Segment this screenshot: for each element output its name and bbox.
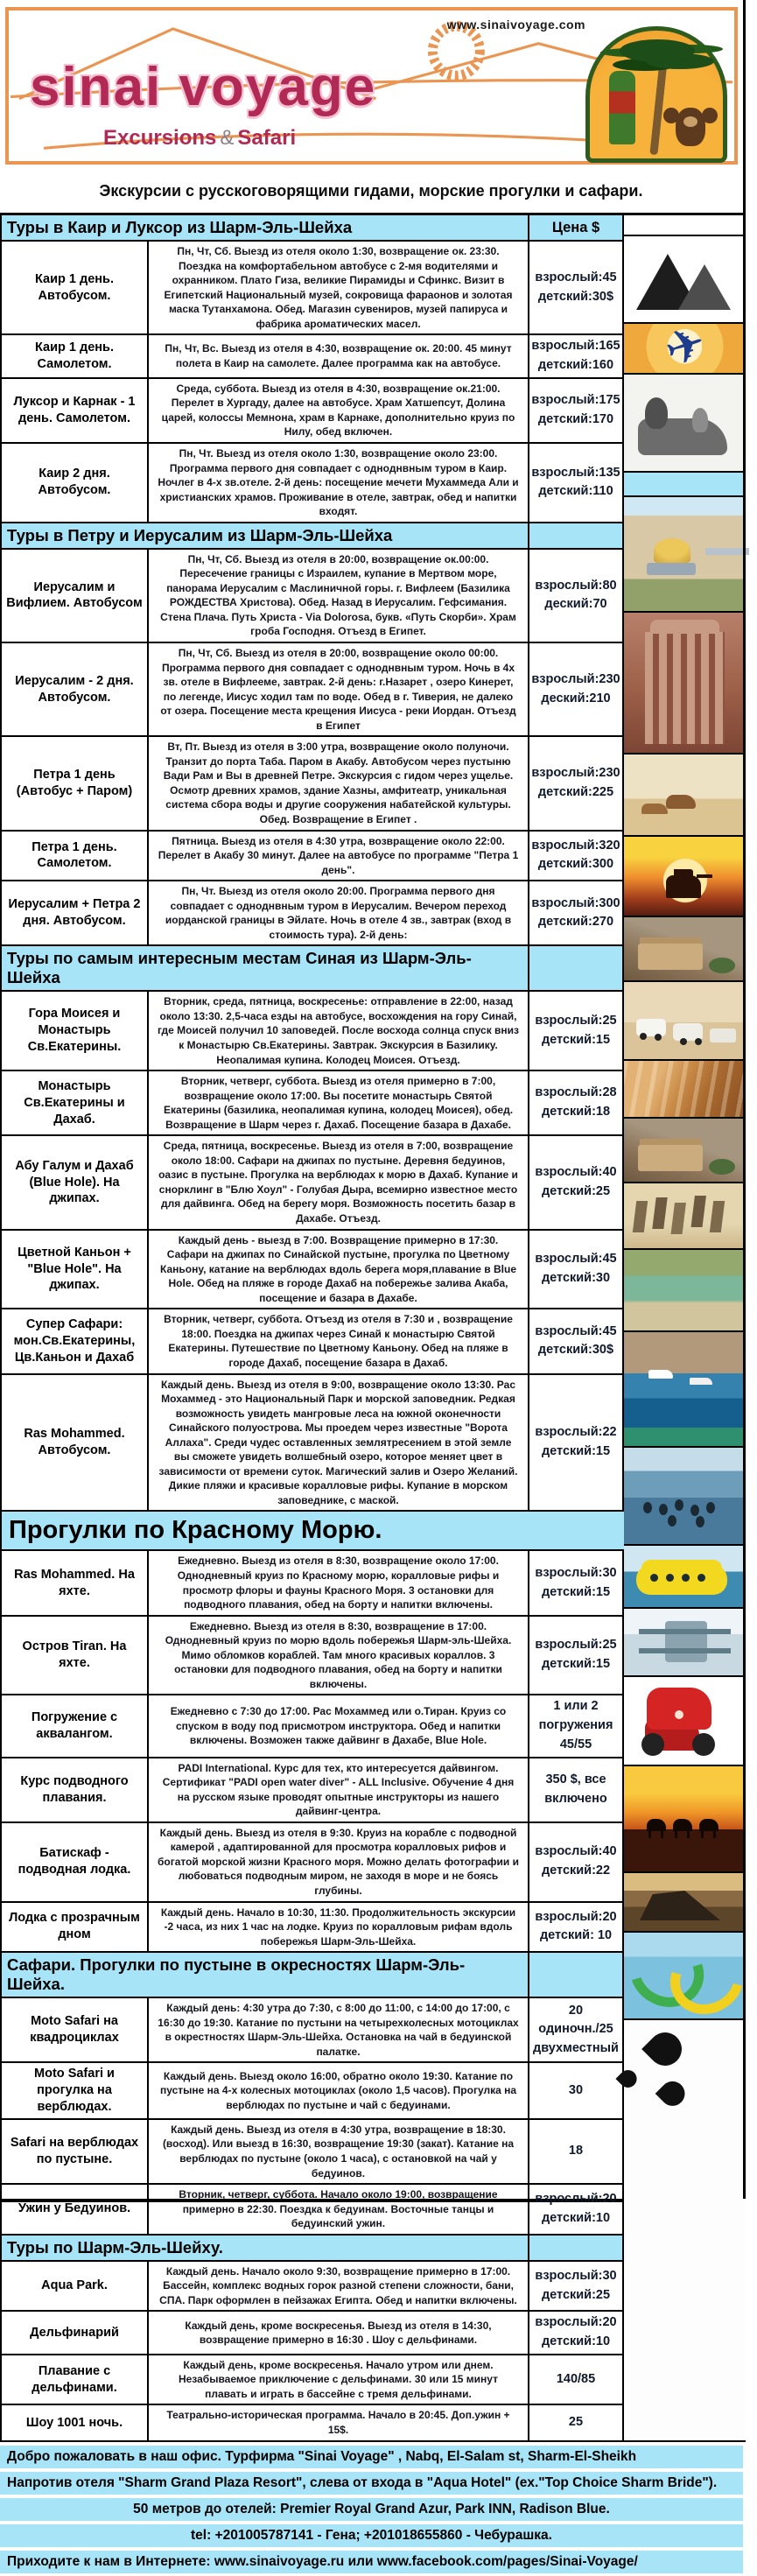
price-line: взрослый:320	[531, 838, 620, 853]
price-line: взрослый:28	[535, 1085, 617, 1100]
monastery-image	[624, 917, 746, 982]
logo-banner	[5, 7, 738, 165]
tours-table	[0, 213, 746, 2442]
tour-price-cell	[529, 2120, 624, 2185]
tour-name-cell: Погружение с аквалангом.	[2, 1695, 149, 1758]
tour-row	[2, 2405, 624, 2441]
santa-quad-bike-image	[624, 1677, 746, 1766]
price-line: 25	[568, 2415, 584, 2430]
tour-row	[2, 992, 624, 1071]
jeeps-desert-image	[624, 982, 746, 1061]
tour-price-cell	[529, 1071, 624, 1136]
tour-name-cell: Ras Mohammed. На яхте.	[2, 1551, 149, 1616]
tour-price-cell	[529, 1375, 624, 1513]
tour-row	[2, 1758, 624, 1823]
colored-canyon-image	[624, 1061, 746, 1119]
tour-name-cell: Ras Mohammed. Автобусом.	[2, 1375, 149, 1513]
price-line: взрослый:20	[535, 1909, 617, 1924]
tour-name-cell: Курс подводного плавания.	[2, 1758, 149, 1823]
price-line: взрослый:30	[535, 1565, 617, 1580]
tour-row	[2, 832, 624, 882]
petra-image	[624, 613, 746, 755]
section-header-row	[2, 2236, 624, 2262]
cheburashka-icon	[676, 108, 705, 146]
price-line: детский:300	[537, 857, 614, 872]
crocodile-gena-icon	[609, 71, 635, 144]
section-header-row	[2, 215, 624, 242]
tour-row	[2, 1375, 624, 1513]
jerusalem-image	[624, 497, 746, 613]
tour-row	[2, 335, 624, 379]
contact-footer	[0, 2442, 746, 2576]
price-line: 18	[568, 2144, 584, 2158]
tour-description-cell: Среда, пятница, воскресенье. Выезд из отеля в 7:00, возвращение около 18:00. Сафари на джипах по пустыне. Деревня бедуинов, оазис в пустыне. Прогулка на верблюдах к морю в Дахаб. Купание и снорклинг в "Блю Хоул" - Голубая Дыра, всемирно известное место для дайвинга. Обед на берегу моря. Возможность посетить базар в Дахабе. Отъезд.	[149, 1136, 529, 1230]
tour-name-cell: Дельфинарий	[2, 2312, 149, 2355]
tour-row	[2, 643, 624, 737]
tour-price-cell	[529, 832, 624, 882]
divers-group-image	[624, 1448, 746, 1546]
tour-price-cell	[529, 1758, 624, 1823]
tour-price-cell	[529, 1998, 624, 2063]
price-line: детский:18	[541, 1105, 611, 1120]
tour-row	[2, 737, 624, 831]
price-line: детский:15	[541, 1032, 611, 1047]
tour-description-cell: Пн, Чт, Сб. Выезд из отеля около 1:30, возвращение ок. 23:30. Поездка на комфортабельном автобусе с 2-мя водителями и охранником. Плато Гиза, великие Пирамиды и Сфинкс. Визит в Египетский Национальный музей, сокровища фараонов и золотая маска Тутанхамона. Обед. Магазин сувениров, музей папируса и фабрика ароматических масел.	[149, 242, 529, 335]
price-line: взрослый:45	[535, 1252, 617, 1267]
tour-name-cell: Абу Галум и Дахаб (Blue Hole). На джипах.	[2, 1136, 149, 1230]
tour-name-cell: Safari на верблюдах по пустыне.	[2, 2120, 149, 2185]
tour-row	[2, 550, 624, 643]
price-column-header: Цена $	[529, 215, 624, 242]
tour-name-cell: Остров Tiran. На яхте.	[2, 1617, 149, 1696]
tour-name-cell: Иерусалим + Петра 2 дня. Автобусом.	[2, 881, 149, 946]
sphinx-image	[624, 375, 746, 473]
dolphins-image	[624, 2020, 746, 2440]
price-line: детский:30$	[537, 289, 614, 304]
palm-tree-icon	[653, 36, 662, 150]
section-title: Прогулки по Красному Морю.	[2, 1512, 626, 1551]
tour-price-cell	[529, 1231, 624, 1310]
tour-description-cell: Каждый день: 4:30 утра до 7:30, с 8:00 до 11:00, с 14:00 до 17:00, с 16:30 до 19:30. Катание по пустыни на четырехколесных мотоциклах в окрестностях Шарм-Эль-Шейха. Остановка на чай в бедуинской палатке.	[149, 1998, 529, 2063]
tour-description-cell: Каждый день. Выезд из отеля в 9:30. Круиз на корабле с подводной камерой , адаптированной для просмотра коралловых рифов и богатой морской жизни Красного моря. Можно делать фотографии и любоваться подводным миром, не заходя в море и не боясь глубины.	[149, 1823, 529, 1903]
price-line: детский:15	[541, 1584, 611, 1599]
logo-subtitle-safari: Safari	[237, 126, 297, 150]
tour-name-cell: Луксор и Карнак - 1 день. Самолетом.	[2, 379, 149, 444]
tour-price-cell	[529, 881, 624, 946]
price-line: взрослый:40	[535, 1165, 617, 1180]
yellow-submarine-image	[624, 1546, 746, 1609]
aqua-park-slides-image	[624, 1933, 746, 2020]
yachts-bay-image	[624, 1332, 746, 1448]
tour-price-cell	[529, 379, 624, 444]
blank-section-image	[624, 473, 746, 497]
tour-name-cell: Каир 1 день. Самолетом.	[2, 335, 149, 379]
tour-price-cell	[529, 2185, 624, 2236]
tour-description-cell: Пятница. Выезд из отеля в 4:30 утра, возвращение около 22:00. Перелет в Акабу 30 минут. Далее на автобусе по программе "Петра 1 день".	[149, 832, 529, 882]
price-line: взрослый:22	[535, 1425, 617, 1440]
blank-top-image	[624, 215, 746, 236]
section-header-row	[2, 1512, 624, 1551]
price-line: взрослый:25	[535, 1013, 617, 1028]
logo-title: sinai voyage	[30, 57, 377, 117]
tour-name-cell: Aqua Park.	[2, 2262, 149, 2313]
price-line: 20 одиночн./25	[538, 2003, 613, 2037]
tour-description-cell: Театрально-историческая программа. Начало в 20:45. Доп.ужин + 15$.	[149, 2405, 529, 2441]
price-line: детский:170	[537, 411, 614, 426]
tour-price-cell	[529, 550, 624, 643]
price-line: включено	[544, 1791, 607, 1806]
price-line: детский:25	[541, 1183, 611, 1198]
tour-price-cell	[529, 2355, 624, 2406]
tour-row	[2, 881, 624, 946]
price-line: детский:110	[538, 484, 613, 499]
tour-price-cell	[529, 444, 624, 523]
tour-description-cell: Вторник, четверг, суббота. Отъезд из отеля в 7:30 и , возвращение 18:00. Поездка на джипах через Синай к монастырю Святой Екатерины. Путешествие по Цветному Каньону. Обед на пляже в городе Дахаб, посещение базара в Дахаб.	[149, 1309, 529, 1374]
footer-line: tel: +201005787141 - Гена; +201018655860 - Чебурашка.	[0, 2524, 743, 2547]
tour-name-cell: Шоу 1001 ночь.	[2, 2405, 149, 2441]
section-header-row	[2, 523, 624, 550]
section-title: Сафари. Прогулки по пустыне в окресностях Шарм-Эль-Шейха.	[2, 1953, 529, 1998]
tour-price-cell	[529, 1309, 624, 1374]
tour-name-cell: Супер Сафари: мон.Св.Екатерины, Цв.Каньон и Дахаб	[2, 1309, 149, 1374]
tour-description-cell: Пн, Чт. Выезд из отеля около 20:00. Программа первого дня совпадает с одноднвным туром в Иерусалим. Вечером переход иорданской границы в Эйлате. Ночь в отеле 4 зв., завтрак (вход в стоимость тура). 2-й день:	[149, 881, 529, 946]
tour-name-cell: Иерусалим и Вифлием. Автобусом	[2, 550, 149, 643]
tour-name-cell: Батискаф - подводная лодка.	[2, 1823, 149, 1903]
price-line: взрослый:175	[531, 393, 620, 408]
mangrove-river-image	[624, 1250, 746, 1332]
tour-description-cell: Каждый день. Начало около 9:30, возвращение примерно в 17:00. Бассейн, комплекс водных горок разной степени сложности, бани, СПА. Парк оформлен в пейзажах Египта. Обед и напитки включены.	[149, 2262, 529, 2313]
price-line: детский:10	[541, 2334, 611, 2349]
section-header-price-cell	[529, 946, 624, 992]
tour-row	[2, 2120, 624, 2185]
tour-row	[2, 379, 624, 444]
tour-description-cell: Каждый день. Выезд около 16:00, обратно около 19:30. Катание по пустыне на 4-х колесных мотоциклах (около 1,5 часов). Прогулка на верблюдах по пустыне и чай с бедуинами.	[149, 2063, 529, 2120]
price-line: детский:30$	[537, 1343, 614, 1358]
price-line: детский:25	[541, 2287, 611, 2302]
price-line: взрослый:40	[535, 1844, 617, 1859]
pyramids-image	[624, 236, 746, 324]
header-url[interactable]: www.sinaivoyage.com	[446, 18, 585, 32]
deer-sunset-image	[624, 837, 746, 917]
tour-description-cell: Вторник, среда, пятница, воскресенье: отправление в 22:00, назад около 13:30. 2,5-часа езды на автобусе, восхождения на гору Синай, где Моисей получил 10 заповедей. После восхода солнца спуск вниз к Монастырю Св.Екатерины. Завтрак. Экскурсия в Базилику. Неопалимая купина. Колодец Моисея. Отъезд.	[149, 992, 529, 1071]
price-line: взрослый:135	[531, 465, 620, 480]
tour-price-cell	[529, 992, 624, 1071]
tour-description-cell: Ежедневно. Выезд из отеля в 8:30, возвращение в 17:00. Однодневный круиз по морю вдоль побережья Шарм-эль-Шейха. Мимо обломков кораблей. Там много красивых кораллов. 3 остановки для подводного плавания, обед на борту и напитки включены.	[149, 1617, 529, 1696]
tour-price-cell	[529, 2405, 624, 2441]
section-header-row	[2, 946, 624, 992]
section-header-row	[2, 1953, 624, 1998]
glass-bottom-boat-image	[624, 1609, 746, 1677]
mascot-logo	[585, 26, 727, 163]
tour-price-cell	[529, 2312, 624, 2355]
price-line: детский:15	[541, 1656, 611, 1671]
price-line: взрослый:45	[535, 270, 617, 284]
price-line: взрослый:165	[531, 339, 620, 354]
price-line: взрослый:20	[535, 2315, 617, 2330]
tour-name-cell: Плавание с дельфинами.	[2, 2355, 149, 2406]
logo-subtitle	[103, 126, 296, 151]
tour-description-cell: Каждый день. Начало в 10:30, 11:30. Продолжительность экскурсии -2 часа, из них 1 час на лодке. Круиз по коралловым рифам вдоль побережья Шарм-Эль-Шейха.	[149, 1903, 529, 1954]
ampersand: &	[220, 126, 235, 150]
price-line: деский:210	[541, 691, 611, 705]
tour-name-cell: Каир 1 день. Автобусом.	[2, 242, 149, 335]
tour-row	[2, 2262, 624, 2313]
footer-line: Напротив отеля "Sharm Grand Plaza Resort", слева от входа в "Aqua Hotel" (ex."Top Choice Sharm Bride").	[0, 2472, 743, 2495]
price-line: взрослый:45	[535, 1323, 617, 1338]
section-header-price-cell	[529, 523, 624, 550]
tour-description-cell: Пн, Чт. Выезд из отеля около 1:30, возвращение около 23:00. Программа первого дня совпадает с одноднвным туром в Каир. Ночлег в 4-х зв.отеле. 2-й день: посещение мечети Мухаммеда Али и христианских храмов. Проживание в отеле, завтрак, обед и напитки входят.	[149, 444, 529, 523]
tour-name-cell: Цветной Каньон + "Blue Hole". На джипах.	[2, 1231, 149, 1310]
tour-price-cell	[529, 2262, 624, 2313]
section-header-price-cell	[529, 1953, 624, 1998]
tour-row	[2, 1903, 624, 1954]
tour-description-cell: Среда, суббота. Выезд из отеля в 4:30, возвращение ок.21:00. Перелет в Хургаду, далее на автобусе. Храм Хатшепсут, Долина царей, колоссы Мемнона, храм в Карнаке, дополнительно круиз по Нилу, обед включен.	[149, 379, 529, 444]
page-tagline: Экскурсии с русскоговорящими гидами, морские прогулки и сафари.	[99, 182, 643, 200]
section-title: Туры в Каир и Луксор из Шарм-Эль-Шейха	[2, 215, 529, 242]
footer-line[interactable]: Приходите к нам в Интернете: www.sinaivoyage.ru или www.facebook.com/pages/Sinai-Voyage/	[0, 2551, 743, 2573]
images-column	[624, 215, 746, 2442]
tour-description-cell: Вт, Пт. Выезд из отеля в 3:00 утра, возвращение около полуночи. Транзит до порта Таба. Паром в Акабу. Автобусом через пустыню Вади Рам и Вы в древней Петре. Экскурсия с гидом через ущелье. Осмотр древних храмов, здание Хазны, амфитеатр, уникальная система сбора воды и другие сооружения набатейской культуры. Обед. Возвращение в Египет .	[149, 737, 529, 831]
tour-price-cell	[529, 335, 624, 379]
tour-description-cell: Ежедневно с 7:30 до 17:00. Рас Мохаммед или о.Тиран. Круиз со спуском в воду под присмотром инструктора. Обед и напитки включены. Возможен также дайвинг в Дахабе, Blue Hole.	[149, 1695, 529, 1758]
tour-name-cell: Moto Safari и прогулка на верблюдах.	[2, 2063, 149, 2120]
tour-name-cell: Гора Моисея и Монастырь Св.Екатерины.	[2, 992, 149, 1071]
tour-name-cell: Иерусалим - 2 дня. Автобусом.	[2, 643, 149, 737]
tour-name-cell: Каир 2 дня. Автобусом.	[2, 444, 149, 523]
tour-row	[2, 2312, 624, 2355]
tour-row	[2, 1071, 624, 1136]
tour-row	[2, 2063, 624, 2120]
bedouin-tent-image	[624, 1873, 746, 1933]
price-line: детский:10	[541, 2210, 611, 2225]
tour-price-cell	[529, 643, 624, 737]
price-line: двухместный	[533, 2041, 619, 2056]
tour-price-cell	[529, 2063, 624, 2120]
tour-price-cell	[529, 1617, 624, 1696]
tour-name-cell: Монастырь Св.Екатерины и Дахаб.	[2, 1071, 149, 1136]
monastery-2-image	[624, 1119, 746, 1183]
price-line: 30	[568, 2082, 584, 2097]
tour-description-cell: Каждый день. Выезд из отеля в 9:00, возвращение около 13:30. Рас Мохаммед - это Национальный Парк и морской заповедник. Редкая возможность увидеть мангровые леса на южной оконечности Синайского полуострова. Мы проедем через известные "Ворота Аллаха". Среди чудес оставленных землятресением в этой земле вы сможете увидеть волшебный озеро, которое меняет цвет в зависимости от времени суток. Магический залив и Озеро Желаний. Дикие пляжи и красивые коралловые рифы. Купание в морском заповеднике, с маской.	[149, 1375, 529, 1513]
tour-row	[2, 1136, 624, 1230]
tour-name-cell: Ужин у Бедуинов.	[2, 2185, 149, 2236]
price-line: 140/85	[556, 2371, 596, 2386]
tour-price-cell	[529, 1551, 624, 1616]
price-line: детский:22	[541, 1864, 611, 1878]
price-line: взрослый:25	[535, 1638, 617, 1653]
section-title: Туры по Шарм-Эль-Шейху.	[2, 2236, 529, 2262]
price-line: взрослый:30	[535, 2268, 617, 2283]
page-right-edge	[743, 0, 746, 2199]
tour-description-cell: Пн, Чт, Вс. Выезд из отеля в 4:30, возвращение ок. 20:00. 45 минут полета в Каир на самолете. Далее программа как на автобусе.	[149, 335, 529, 379]
price-line: детский: 10	[539, 1928, 613, 1943]
price-line: погружения	[538, 1718, 613, 1733]
tour-price-cell	[529, 1823, 624, 1903]
tour-description-cell: Каждый день. Выезд из отеля в 4:30 утра, возвращение в 18:30. (восход). Или выезд в 16:30, возвращение 19:30 (закат). Катание на верблюдах по пустыне (около 1 часа), с остановкой на чай у бедуинов.	[149, 2120, 529, 2185]
tour-row	[2, 2355, 624, 2406]
price-line: 45/55	[559, 1737, 592, 1751]
price-line: деский:70	[544, 597, 607, 612]
tour-price-cell	[529, 1136, 624, 1230]
camel-desert-image	[624, 755, 746, 837]
section-title: Туры в Петру и Иерусалим из Шарм-Эль-Шейха	[2, 523, 529, 550]
camels-sunset-image	[624, 1766, 746, 1873]
price-line: взрослый:230	[531, 766, 620, 781]
tour-row	[2, 1309, 624, 1374]
price-line: детский:15	[541, 1443, 611, 1458]
footer-line: Добро пожаловать в наш офис. Турфирма "Sinai Voyage" , Nabq, El-Salam st, Sharm-El-Sheikh	[0, 2446, 743, 2468]
price-line: взрослый:300	[531, 895, 620, 910]
tour-row	[2, 1998, 624, 2063]
tour-description-cell: Вторник, четверг, суббота. Начало около 19:00, возвращение примерно в 22:30. Поездка к бедуинам. Восточные танцы и бедуинский ужин.	[149, 2185, 529, 2236]
tour-description-cell: Каждый день - выезд в 7:00. Возвращение примерно в 17:30. Сафари на джипах по Синайской пустыне, прогулка по Цветному Каньону, катание на верблюдах вдоль берега моря,плавание в Blue Hole. Обед на пляже в городе Дахаб на побережье залива Акаба, посещение и базара в Дахабе.	[149, 1231, 529, 1310]
price-line: взрослый:80	[535, 578, 617, 593]
tour-name-cell: Петра 1 день (Автобус + Паром)	[2, 737, 149, 831]
tour-row	[2, 1695, 624, 1758]
tour-name-cell: Лодка с прозрачным дном	[2, 1903, 149, 1954]
logo-subtitle-excursions: Excursions	[103, 126, 217, 150]
section-title: Туры по самым интересным местам Синая из Шарм-Эль-Шейха	[2, 946, 529, 992]
tour-price-cell	[529, 737, 624, 831]
price-line: 1 или 2	[553, 1699, 599, 1714]
price-line: 350 $, все	[545, 1772, 606, 1786]
tour-description-cell: Ежедневно. Выезд из отеля в 8:30, возвращение около 17:00. Однодневный круиз по Красному морю, коралловые рифы и просмотр флоры и фауны Красного Моря. 3 остановки для подводного плавания, обед на борту и напитки включены.	[149, 1551, 529, 1616]
price-line: взрослый:230	[531, 671, 620, 686]
price-line: взрослый:20	[535, 2192, 617, 2207]
sun-icon	[432, 26, 480, 76]
price-line: детский:225	[537, 784, 614, 799]
tour-name-cell: Moto Safari на квадроциклах	[2, 1998, 149, 2063]
section-header-price-cell	[529, 2236, 624, 2262]
ras-mohammed-gate-image	[624, 1183, 746, 1250]
tour-description-cell: PADI International. Курс для тех, кто интересуется дайвингом. Сертификат "PADI open water diver" - ALL Inclusive. Обучение 4 дня на русском языке проводят опытные инструкторы из нашего дайвинг-центра.	[149, 1758, 529, 1823]
tour-description-cell: Каждый день, кроме воскресенья. Выезд из отеля в 14:30, возвращение примерно в 16:30 . Шоу с дельфинами.	[149, 2312, 529, 2355]
tours-table-rows	[0, 215, 624, 2442]
tour-row	[2, 1231, 624, 1310]
tour-price-cell	[529, 242, 624, 335]
tour-row	[2, 1551, 624, 1616]
price-line: детский:30	[541, 1270, 611, 1285]
tour-price-cell	[529, 1903, 624, 1954]
tour-description-cell: Пн, Чт, Сб. Выезд из отеля в 20:00, возвращение около 00:00. Программа первого дня совпадает с одноднвным туром. Ночь в 4х зв. отеле в Вифлееме, завтрак. 2-й день: г.Назарет , озеро Кинерет, по легенде, Иисус ходил там по воде. Обед в г. Тиверия, не далеко от озера. Посещение места крещения Иисуса - реки Иордан. Отъезд в Египет	[149, 643, 529, 737]
tour-row	[2, 1823, 624, 1903]
tour-description-cell: Вторник, четверг, суббота. Выезд из отеля примерно в 7:00, возвращение около 17:00. Вы посетите монастырь Святой Екатерины (базилика, неопалимая купина, колодец Моисея), обед. Возвращение в Шарм через г. Дахаб. Посещение базара в Дахабе.	[149, 1071, 529, 1136]
tour-row	[2, 2185, 624, 2236]
price-line: детский:270	[537, 915, 614, 930]
tour-row	[2, 1617, 624, 1696]
footer-line: 50 метров до отелей: Premier Royal Grand Azur, Park INN, Radison Blue.	[0, 2498, 743, 2521]
tour-name-cell: Петра 1 день. Самолетом.	[2, 832, 149, 882]
airplane-image	[624, 324, 746, 375]
tour-description-cell: Каждый день, кроме воскресенья. Начало утром или днем. Незабываемое приключение с дельфинами. 30 или 15 минут плавать и играть в бассейне с тремя дельфинами.	[149, 2355, 529, 2406]
tour-price-cell	[529, 1695, 624, 1758]
tour-row	[2, 444, 624, 523]
tour-row	[2, 242, 624, 335]
price-line: детский:160	[537, 358, 614, 373]
tour-description-cell: Пн, Чт, Сб. Выезд из отеля в 20:00, возвращение ок.00:00. Пересечение границы с Израилем, купание в Мертвом море, панорама Иерусалим с Маслиничной горы. г. Вифлеем (Базилика РОЖДЕСТВА Христова). Обед. Назад в Иерусалим. Гефсимания. Стена Плача. Путь Христа - Via Dolorosa, букв. «Путь Скорби». Храм гроба Господня. Отъезд в Египет.	[149, 550, 529, 643]
